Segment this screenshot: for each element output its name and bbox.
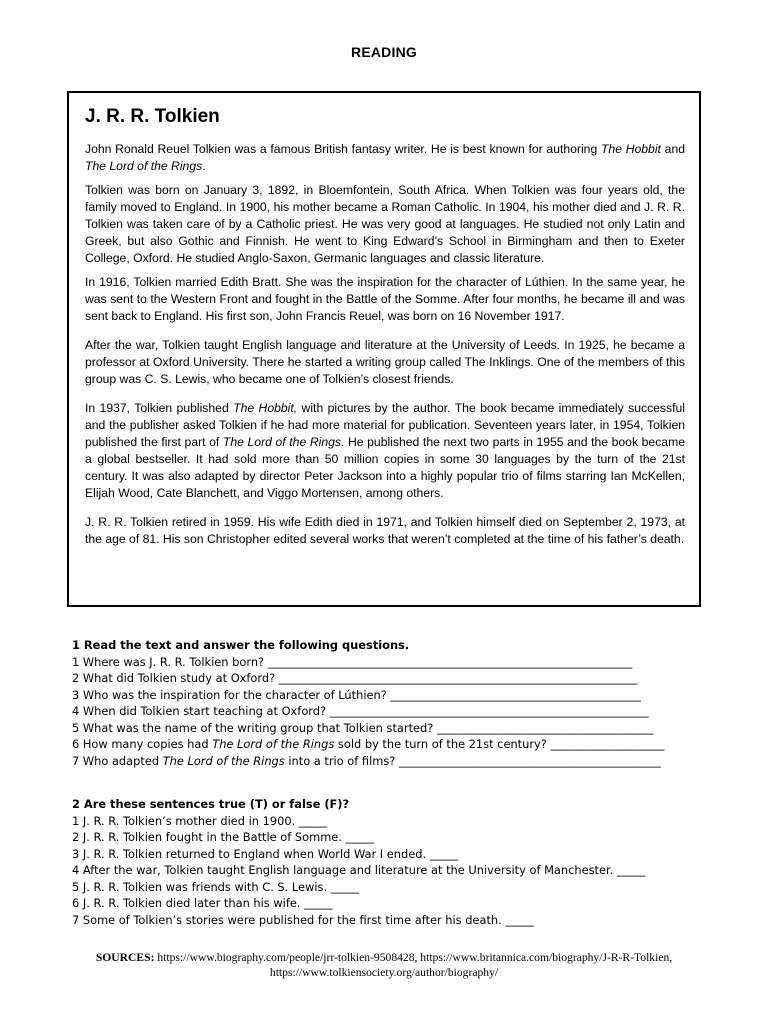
exercise-2 (72, 796, 712, 928)
exercise-2-heading: 2 Are these sentences true (T) or false (F)? (72, 797, 350, 811)
paragraph-later-life: J. R. R. Tolkien retired in 1959. His wife Edith died in 1971, and Tolkien himself died on September 2, 1973, at the age of 81. His son Christopher edited several works that weren’t completed at the time of his father’s death. (85, 515, 685, 546)
question-1: 1 Where was J. R. R. Tolkien born? ________________________________________________________________ (72, 654, 633, 669)
page-heading: READING (351, 44, 417, 60)
question-7: 7 Who adapted The Lord of the Rings into a trio of films? ______________________________________________ (72, 753, 661, 768)
question-3: 3 Who was the inspiration for the character of Lúthien? ____________________________________________ (72, 687, 641, 702)
tf-item: 7 Some of Tolkien’s stories were published for the first time after his death. _____ (72, 912, 534, 927)
article-title: J. R. R. Tolkien (85, 106, 220, 127)
tf-item: 2 J. R. R. Tolkien fought in the Battle of Somme. _____ (72, 830, 375, 844)
tf-item: 4 After the war, Tolkien taught English language and literature at the University of Manchester. _____ (72, 863, 646, 877)
exercise-1-heading: 1 Read the text and answer the following questions. (72, 638, 410, 652)
paragraph-academic-career: After the war, Tolkien taught English language and literature at the University of Leeds. In 1925, he became a professor at Oxford University. There he started a writing group called The Inklings. One of the members of this group was C. S. Lewis, who became one of Tolkien’s closest friends. (85, 338, 685, 386)
tf-item: 3 J. R. R. Tolkien returned to England when World War I ended. _____ (72, 846, 459, 861)
question-5: 5 What was the name of the writing group that Tolkien started? ______________________________________ (72, 720, 654, 735)
question-2: 2 What did Tolkien study at Oxford? _______________________________________________________________ (72, 671, 638, 685)
question-6: 6 How many copies had The Lord of the Rings sold by the turn of the 21st century? ____________________ (72, 737, 665, 751)
paragraph-publications: In 1937, Tolkien published The Hobbit, with pictures by the author. The book became immediately successful and the publisher asked Tolkien if he had more material for publication. Seventeen years later, in 1954, Tolkien published the first part of The Lord of the Rings. He published the next two parts in 1955 and the book became a global bestseller. It had sold more than 50 million copies in some 30 languages by the turn of the 21st century. It was also adapted by director Peter Jackson into a highly popular trio of films starring Ian McKellen, Elijah Wood, Cate Blanchett, and Viggo Mortensen, among others. (85, 401, 686, 500)
tf-item: 5 J. R. R. Tolkien was friends with C. S. Lewis. _____ (72, 879, 360, 894)
sources-label: SOURCES: (95, 951, 155, 964)
paragraph-intro: John Ronald Reuel Tolkien was a famous British fantasy writer. He is best known for authoring The Hobbit and The Lord of the Rings. (85, 142, 685, 173)
paragraph-marriage-war: In 1916, Tolkien married Edith Bratt. She was the inspiration for the character of Lúthien. In the same year, he was sent to the Western Front and fought in the Battle of the Somme. After four months, he became ill and was sent back to England. His first son, John Francis Reuel, was born on 16 November 1917. (85, 275, 685, 323)
reading-text-box (67, 91, 701, 607)
paragraph-early-life: Tolkien was born on January 3, 1892, in Bloemfontein, South Africa. When Tolkien was four years old, the family moved to England. In 1900, his mother became a Roman Catholic. In 1904, his mother died and J. R. R. Tolkien was taken care of by a Catholic priest. He was very good at languages. He studied not only Latin and Greek, but also Gothic and Finnish. He went to King Edward’s School in Birmingham and then to Exeter College, Oxford. He studied Anglo-Saxon, Germanic languages and classic literature. (85, 183, 685, 265)
sources-links: https://www.biography.com/people/jrr-tolkien-9508428, https://www.britannica.com/biography/J-R-R-Tolkien, https://www.tolkiensociety.org/author/biography/ (154, 951, 673, 979)
sources-footer (60, 950, 708, 980)
tf-item: 1 J. R. R. Tolkien’s mother died in 1900. _____ (72, 813, 328, 828)
question-4: 4 When did Tolkien start teaching at Oxford? ________________________________________________________ (72, 704, 649, 718)
tf-item: 6 J. R. R. Tolkien died later than his wife. _____ (72, 896, 333, 910)
exercise-1 (72, 637, 712, 769)
